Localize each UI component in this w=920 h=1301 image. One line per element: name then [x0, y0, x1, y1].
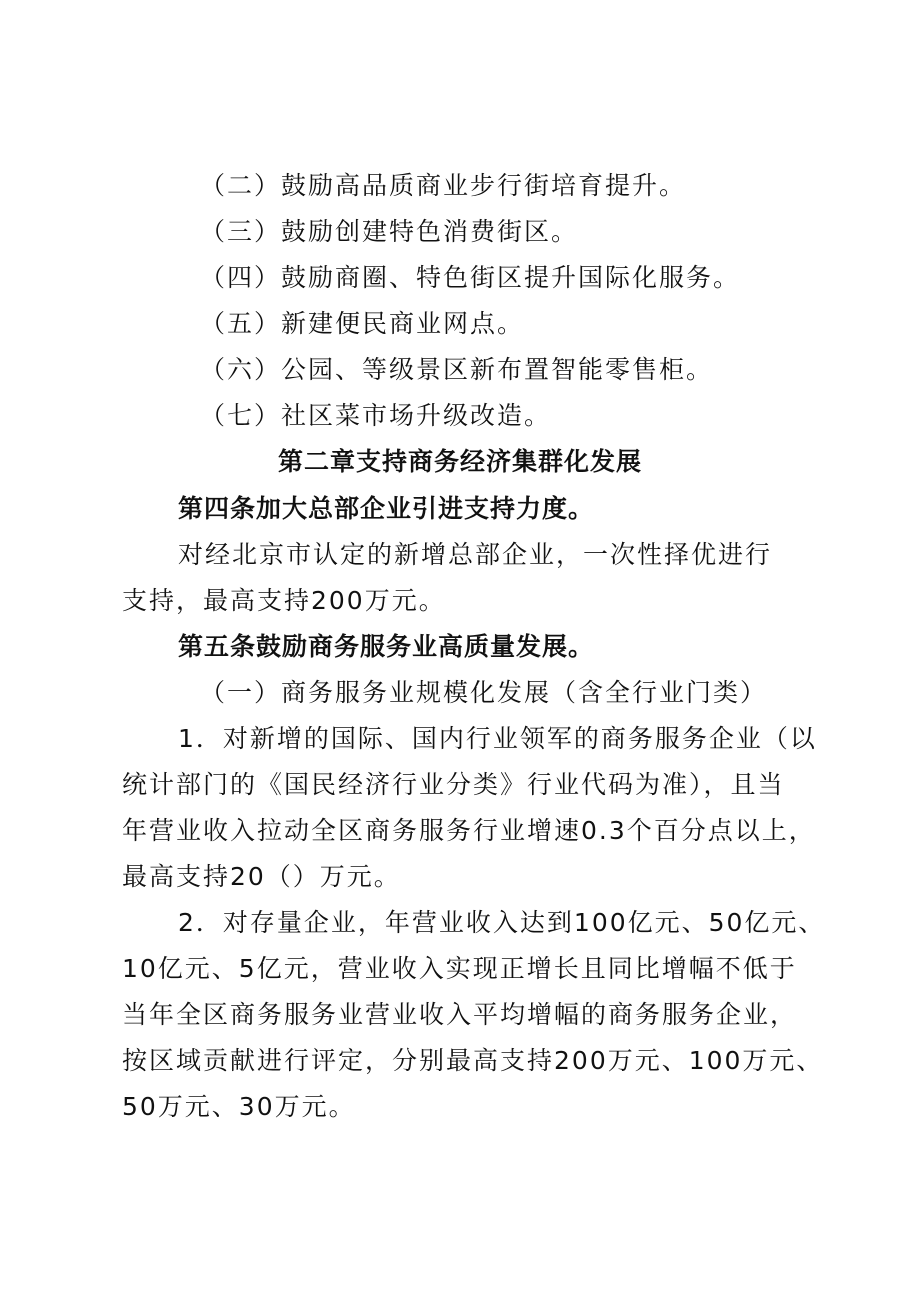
list-item-7: （七）社区菜市场升级改造。	[200, 401, 552, 430]
clause-2-line-3: 当年全区商务服务业营业收入平均增幅的商务服务企业，	[122, 1000, 798, 1029]
chapter-title: 第二章支持商务经济集群化发展	[277, 447, 642, 476]
clause-1-line-4: 最高支持20（）万元。	[122, 862, 401, 891]
list-item-2: （二）鼓励高品质商业步行街培育提升。	[200, 171, 687, 200]
clause-2-line-4: 按区域贡献进行评定，分别最高支持200万元、100万元、	[122, 1046, 824, 1075]
list-item-6: （六）公园、等级景区新布置智能零售柜。	[200, 355, 714, 384]
clause-2-line-5: 50万元、30万元。	[122, 1092, 356, 1121]
clause-1-line-2: 统计部门的《国民经济行业分类》行业代码为准），且当	[122, 770, 785, 799]
clause-2-line-2: 10亿元、5亿元，营业收入实现正增长且同比增幅不低于	[122, 954, 797, 983]
article-5-subheading: （一）商务服务业规模化发展（含全行业门类）	[200, 678, 768, 707]
list-item-4: （四）鼓励商圈、特色街区提升国际化服务。	[200, 263, 741, 292]
clause-2-line-1: 2．对存量企业，年营业收入达到100亿元、50亿元、	[178, 908, 826, 937]
clause-1-line-3: 年营业收入拉动全区商务服务行业增速0.3个百分点以上，	[122, 816, 816, 845]
list-item-5: （五）新建便民商业网点。	[200, 309, 525, 338]
article-4-body-line-2: 支持，最高支持200万元。	[122, 586, 446, 615]
clause-1-line-1: 1．对新增的国际、国内行业领军的商务服务企业（以	[178, 724, 817, 753]
article-4-heading: 第四条加大总部企业引进支持力度。	[178, 494, 595, 523]
list-item-3: （三）鼓励创建特色消费街区。	[200, 217, 579, 246]
article-5-heading: 第五条鼓励商务服务业高质量发展。	[178, 632, 595, 661]
article-4-body-line-1: 对经北京市认定的新增总部企业，一次性择优进行	[178, 540, 773, 569]
